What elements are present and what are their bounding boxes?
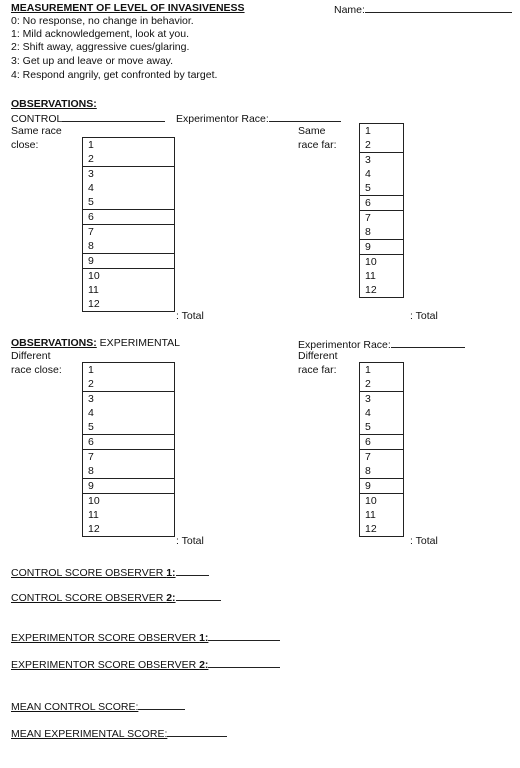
tally-row bbox=[83, 269, 175, 284]
tally-row bbox=[83, 363, 175, 378]
tally-row bbox=[83, 464, 175, 479]
tally-cell[interactable]: 10 bbox=[360, 494, 404, 509]
mean-control-score[interactable] bbox=[11, 698, 185, 714]
tally-row bbox=[360, 196, 404, 211]
control-score-observer-1[interactable] bbox=[11, 564, 209, 580]
control-sub-blank[interactable] bbox=[62, 110, 165, 122]
tally-row bbox=[83, 508, 175, 522]
control-score-2-blank[interactable] bbox=[176, 589, 221, 601]
tally-cell[interactable]: 7 bbox=[360, 211, 404, 226]
tally-cell[interactable]: 1 bbox=[88, 139, 94, 151]
tally-cell[interactable]: 7 bbox=[83, 225, 175, 240]
tally-row bbox=[360, 363, 404, 378]
tally-row bbox=[83, 450, 175, 465]
control-score-observer-2[interactable] bbox=[11, 589, 221, 605]
experimental-right-label-1: Different bbox=[298, 350, 338, 362]
control-right-label-2: race far: bbox=[298, 139, 337, 151]
tally-cell[interactable]: 9 bbox=[360, 479, 404, 494]
tally-row bbox=[83, 494, 175, 509]
exp-score-1-blank[interactable] bbox=[208, 629, 280, 641]
tally-cell[interactable]: 7 bbox=[360, 450, 404, 465]
control-race-label: Experimentor Race: bbox=[176, 113, 269, 125]
tally-cell[interactable]: 11 bbox=[88, 284, 99, 296]
experimental-far-total: : Total bbox=[410, 535, 438, 547]
tally-row bbox=[83, 167, 175, 182]
tally-cell[interactable]: 11 bbox=[88, 509, 99, 521]
mean-experimental-score[interactable] bbox=[11, 725, 227, 741]
tally-cell[interactable]: 8 bbox=[88, 240, 94, 252]
scale-item: 2: Shift away, aggressive cues/glaring. bbox=[11, 41, 190, 53]
tally-cell[interactable]: 3 bbox=[83, 392, 175, 407]
tally-row bbox=[360, 124, 404, 139]
experimental-close-table bbox=[82, 362, 175, 537]
tally-cell[interactable]: 9 bbox=[83, 479, 175, 494]
tally-row bbox=[360, 283, 404, 298]
control-race-blank[interactable] bbox=[269, 110, 341, 122]
control-sub-label: CONTROL bbox=[11, 113, 63, 125]
tally-cell[interactable]: 7 bbox=[83, 450, 175, 465]
tally-cell[interactable]: 8 bbox=[365, 226, 371, 238]
tally-row bbox=[83, 435, 175, 450]
tally-row bbox=[83, 210, 175, 225]
control-score-2-num: 2: bbox=[166, 592, 176, 604]
scale-item: 1: Mild acknowledgement, look at you. bbox=[11, 28, 190, 40]
scale-item: 3: Get up and leave or move away. bbox=[11, 55, 174, 67]
control-left-label-1: Same race bbox=[11, 125, 62, 137]
tally-cell[interactable]: 6 bbox=[83, 210, 175, 225]
tally-cell[interactable]: 4 bbox=[365, 407, 371, 419]
tally-cell[interactable]: 8 bbox=[88, 465, 94, 477]
form-title: MEASUREMENT OF LEVEL OF INVASIVENESS bbox=[11, 2, 245, 14]
tally-row bbox=[83, 239, 175, 254]
tally-cell[interactable]: 1 bbox=[88, 364, 94, 376]
experimentor-score-observer-2[interactable] bbox=[11, 656, 280, 672]
tally-cell[interactable]: 11 bbox=[365, 509, 376, 521]
control-score-2-label: CONTROL SCORE OBSERVER bbox=[11, 592, 167, 604]
experimental-left-label-2: race close: bbox=[11, 364, 62, 376]
tally-row bbox=[360, 167, 404, 181]
control-right-label-1: Same bbox=[298, 125, 326, 137]
tally-row bbox=[83, 392, 175, 407]
control-score-1-blank[interactable] bbox=[176, 564, 209, 576]
tally-row bbox=[83, 138, 175, 153]
tally-cell[interactable]: 5 bbox=[365, 182, 371, 194]
tally-row bbox=[83, 225, 175, 240]
tally-row bbox=[83, 283, 175, 297]
tally-row bbox=[360, 377, 404, 392]
tally-row bbox=[360, 392, 404, 407]
control-close-table bbox=[82, 137, 175, 312]
tally-row bbox=[83, 522, 175, 537]
tally-row bbox=[360, 494, 404, 509]
tally-cell[interactable]: 10 bbox=[83, 494, 175, 509]
experimental-heading-sub: EXPERIMENTAL bbox=[96, 337, 181, 349]
scale-item: 4: Respond angrily, get confronted by target. bbox=[11, 69, 218, 81]
experimental-left-label-1: Different bbox=[11, 350, 51, 362]
tally-cell[interactable]: 2 bbox=[88, 153, 94, 165]
control-score-1-label: CONTROL SCORE OBSERVER bbox=[11, 567, 167, 579]
mean-experimental-label: MEAN EXPERIMENTAL SCORE: bbox=[11, 728, 168, 740]
tally-cell[interactable]: 2 bbox=[365, 139, 371, 151]
tally-row bbox=[83, 181, 175, 195]
tally-row bbox=[83, 420, 175, 435]
tally-cell[interactable]: 3 bbox=[83, 167, 175, 182]
control-close-total: : Total bbox=[176, 310, 204, 322]
tally-row bbox=[360, 153, 404, 168]
tally-row bbox=[360, 138, 404, 153]
mean-control-blank[interactable] bbox=[138, 698, 185, 710]
tally-row bbox=[360, 435, 404, 450]
name-label: Name: bbox=[334, 4, 365, 16]
mean-control-label: MEAN CONTROL SCORE: bbox=[11, 701, 139, 713]
experimental-close-total: : Total bbox=[176, 535, 204, 547]
tally-cell[interactable]: 10 bbox=[83, 269, 175, 284]
tally-cell[interactable]: 3 bbox=[360, 153, 404, 168]
tally-cell[interactable]: 12 bbox=[365, 523, 377, 535]
control-left-label-2: close: bbox=[11, 139, 39, 151]
tally-cell[interactable]: 5 bbox=[88, 421, 94, 433]
tally-cell[interactable]: 1 bbox=[365, 125, 371, 137]
tally-cell[interactable]: 10 bbox=[360, 255, 404, 270]
tally-row bbox=[360, 269, 404, 283]
control-far-table bbox=[359, 123, 404, 298]
experimental-heading bbox=[11, 336, 180, 350]
tally-cell[interactable]: 4 bbox=[88, 182, 94, 194]
exp-score-2-blank[interactable] bbox=[208, 656, 280, 668]
tally-cell[interactable]: 12 bbox=[365, 284, 377, 296]
exp-score-1-num: 1: bbox=[199, 632, 209, 644]
exp-score-2-num: 2: bbox=[199, 659, 209, 671]
tally-row bbox=[360, 225, 404, 240]
tally-cell[interactable]: 12 bbox=[88, 298, 100, 310]
tally-row bbox=[83, 377, 175, 392]
scale-item: 0: No response, no change in behavior. bbox=[11, 15, 194, 27]
tally-cell[interactable]: 2 bbox=[365, 378, 371, 390]
experimental-right-label-2: race far: bbox=[298, 364, 337, 376]
tally-cell[interactable]: 2 bbox=[88, 378, 94, 390]
tally-cell[interactable]: 11 bbox=[365, 270, 376, 282]
experimentor-score-observer-1[interactable] bbox=[11, 629, 280, 645]
tally-row bbox=[360, 255, 404, 270]
control-score-1-num: 1: bbox=[166, 567, 176, 579]
tally-cell[interactable]: 6 bbox=[83, 435, 175, 450]
tally-row bbox=[360, 522, 404, 537]
control-heading: OBSERVATIONS: bbox=[11, 98, 97, 110]
tally-row bbox=[360, 211, 404, 226]
tally-row bbox=[83, 152, 175, 167]
tally-row bbox=[83, 254, 175, 269]
tally-cell[interactable]: 5 bbox=[88, 196, 94, 208]
tally-row bbox=[360, 406, 404, 420]
exp-score-1-label: EXPERIMENTOR SCORE OBSERVER bbox=[11, 632, 200, 644]
tally-row bbox=[360, 450, 404, 465]
experimental-heading-label: OBSERVATIONS: bbox=[11, 337, 97, 349]
tally-row bbox=[83, 406, 175, 420]
mean-experimental-blank[interactable] bbox=[167, 725, 227, 737]
tally-cell[interactable]: 4 bbox=[88, 407, 94, 419]
experimental-far-table bbox=[359, 362, 404, 537]
tally-cell[interactable]: 12 bbox=[88, 523, 100, 535]
tally-row bbox=[360, 508, 404, 522]
tally-cell[interactable]: 9 bbox=[83, 254, 175, 269]
tally-row bbox=[360, 181, 404, 196]
tally-row bbox=[360, 464, 404, 479]
tally-cell[interactable]: 1 bbox=[365, 364, 371, 376]
tally-cell[interactable]: 5 bbox=[365, 421, 371, 433]
tally-cell[interactable]: 6 bbox=[360, 435, 404, 450]
tally-cell[interactable]: 6 bbox=[360, 196, 404, 211]
tally-row bbox=[360, 420, 404, 435]
tally-cell[interactable]: 4 bbox=[365, 168, 371, 180]
control-far-total: : Total bbox=[410, 310, 438, 322]
name-field[interactable] bbox=[334, 1, 512, 17]
exp-score-2-label: EXPERIMENTOR SCORE OBSERVER bbox=[11, 659, 200, 671]
tally-cell[interactable]: 8 bbox=[365, 465, 371, 477]
tally-row bbox=[83, 479, 175, 494]
tally-row bbox=[83, 195, 175, 210]
experimental-race-label: Experimentor Race: bbox=[298, 339, 391, 351]
tally-row bbox=[360, 240, 404, 255]
experimental-race-blank[interactable] bbox=[391, 336, 465, 348]
tally-cell[interactable]: 9 bbox=[360, 240, 404, 255]
name-blank[interactable] bbox=[365, 1, 512, 13]
tally-cell[interactable]: 3 bbox=[360, 392, 404, 407]
tally-row bbox=[360, 479, 404, 494]
tally-row bbox=[83, 297, 175, 312]
